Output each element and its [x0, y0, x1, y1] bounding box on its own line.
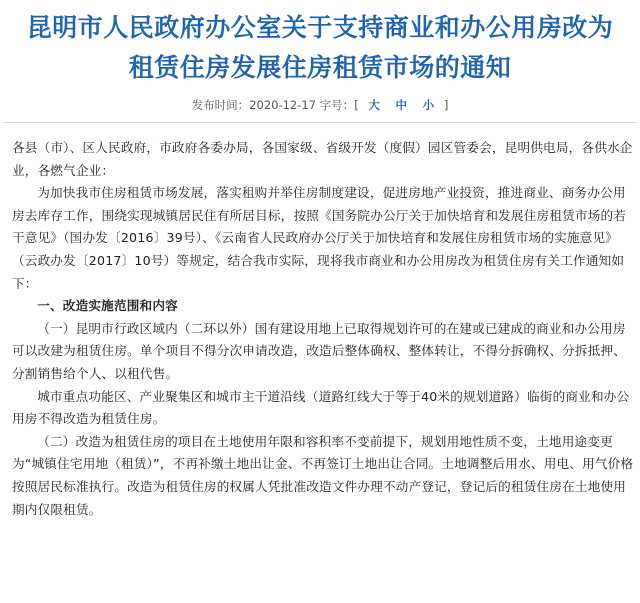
publish-date: 2020-12-17	[249, 98, 317, 112]
article-body	[0, 123, 640, 521]
section-heading: 一、改造实施范围和内容	[37, 298, 178, 314]
font-size-label: 字号：	[319, 98, 355, 112]
font-size-bracket-close: ]	[443, 98, 449, 112]
font-size-medium-link[interactable]: 中	[395, 98, 407, 112]
font-size-small-link[interactable]: 小	[422, 98, 435, 112]
font-size-large-link[interactable]: 大	[368, 98, 380, 112]
font-size-bracket-open: [	[354, 98, 359, 112]
intro-paragraph: 为加快我市住房租赁市场发展，落实租购并举住房制度建设，促进房地产业投资，推进商业、商务办公用房去库存工作，围绕实现城镇居民住有所居目标，按照《国务院办公厅关于加快培育和发展住房租赁市场的若干意见》（国办发〔2016〕39号）、《云南省人民政府办公厅关于加快培育和发展住房租赁市场的实施意见》（云政办发〔2017〕10号）等规定，结合我市实际，现将我市商业和办公用房改为租赁住房有关工作通知如下：	[12, 185, 627, 291]
publish-label: 发布时间：	[191, 98, 250, 112]
body-paragraph: （一）昆明市行政区域内（二环以外）国有建设用地上已取得规划许可的在建或已建成的商业和办公用房可以改建为租赁住房。单个项目不得分次申请改造，改造后整体确权、整体转让，不得分拆确权、分拆抵押、分割销售给个人、以租代售。	[12, 320, 627, 381]
article-meta	[0, 96, 640, 114]
addressee-paragraph: 各县（市）、区人民政府，市政府各委办局，各国家级、省级开发（度假）园区管委会，昆明供电局，各供水企业，各燃气企业：	[12, 140, 633, 178]
body-paragraph: 城市重点功能区、产业聚集区和城市主干道沿线（道路红线大于等于40米的规划道路）临街的商业和办公用房不得改造为租赁住房。	[12, 388, 630, 427]
article-title: 昆明市人民政府办公室关于支持商业和办公用房改为租赁住房发展住房租赁市场的通知	[26, 13, 614, 82]
body-paragraph: （二）改造为租赁住房的项目在土地使用年限和容积率不变前提下，规划用地性质不变，土地用途变更为“城镇住宅用地（租赁）”，不再补缴土地出让金、不再签订土地出让合同。土地调整后用水、用电、用气价格按照居民标准执行。改造为租赁住房的权属人凭批准改造文件办理不动产登记，登记后的租赁住房在土地使用期内仅限租赁。	[12, 433, 634, 517]
